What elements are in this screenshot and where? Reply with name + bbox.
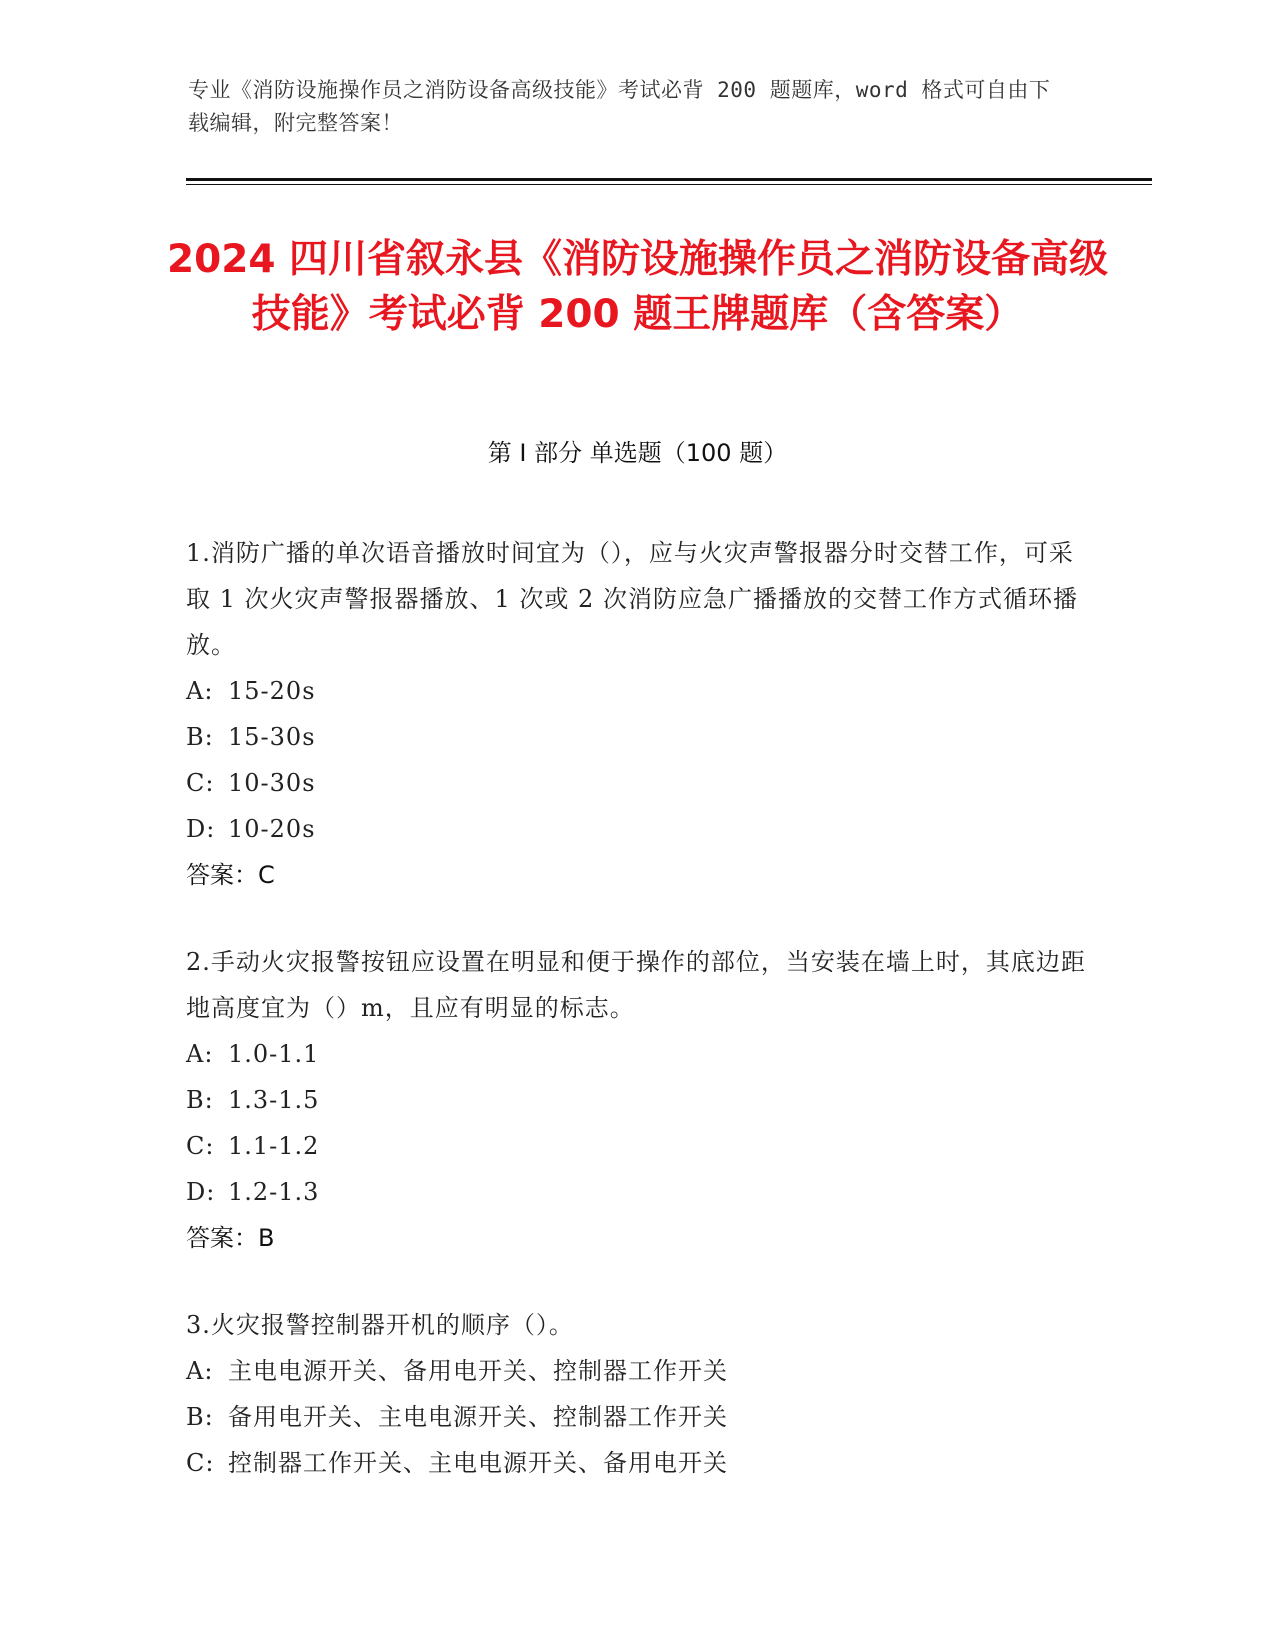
header-divider-thin (186, 184, 1152, 185)
question-2 (186, 939, 1086, 1261)
option-text: 1.3-1.5 (228, 1086, 320, 1114)
option-letter: B: (186, 723, 214, 751)
document-title: 2024 四川省叙永县《消防设施操作员之消防设备高级技能》考试必背 200 题王牌题库（含答案） (166, 237, 1109, 337)
option-text: 备用电开关、主电电源开关、控制器工作开关 (228, 1403, 728, 1431)
question-3 (186, 1302, 1086, 1486)
option-letter: D: (186, 815, 216, 843)
option-b (186, 1394, 1086, 1440)
section-heading: 第 I 部分 单选题（100 题） (487, 439, 788, 467)
option-text: 1.1-1.2 (228, 1132, 320, 1160)
option-text: 15-30s (228, 723, 316, 751)
option-a (186, 1348, 1086, 1394)
option-b (186, 714, 1086, 760)
option-letter: A: (186, 1357, 214, 1385)
option-d (186, 806, 1086, 852)
option-letter: B: (186, 1403, 214, 1431)
question-list (186, 530, 1086, 1527)
question-stem: 1.消防广播的单次语音播放时间宜为（），应与火灾声警报器分时交替工作，可采取 1 次火灾声警报器播放、1 次或 2 次消防应急广播播放的交替工作方式循环播放。 (186, 539, 1078, 659)
option-text: 15-20s (228, 677, 316, 705)
option-a (186, 1031, 1086, 1077)
option-letter: A: (186, 1040, 214, 1068)
option-c (186, 1123, 1086, 1169)
option-text: 主电电源开关、备用电开关、控制器工作开关 (228, 1357, 728, 1385)
option-letter: A: (186, 677, 214, 705)
option-text: 控制器工作开关、主电电源开关、备用电开关 (228, 1449, 728, 1477)
option-letter: C: (186, 769, 215, 797)
option-letter: B: (186, 1086, 214, 1114)
option-text: 1.0-1.1 (228, 1040, 320, 1068)
option-letter: C: (186, 1132, 215, 1160)
question-answer: 答案：B (186, 1224, 275, 1252)
question-stem: 2.手动火灾报警按钮应设置在明显和便于操作的部位，当安装在墙上时，其底边距地高度宜为（）m，且应有明显的标志。 (186, 948, 1086, 1022)
option-letter: D: (186, 1178, 216, 1206)
option-d (186, 1169, 1086, 1215)
header-note: 专业《消防设施操作员之消防设备高级技能》考试必背 200 题题库，word 格式可自由下载编辑，附完整答案！ (188, 78, 1051, 135)
question-answer: 答案：C (186, 861, 275, 889)
option-letter: C: (186, 1449, 215, 1477)
option-text: 10-30s (228, 769, 316, 797)
question-stem: 3.火灾报警控制器开机的顺序（）。 (186, 1311, 574, 1339)
header-divider-thick (186, 178, 1152, 181)
option-c (186, 1440, 1086, 1486)
option-c (186, 760, 1086, 806)
option-text: 1.2-1.3 (228, 1178, 320, 1206)
option-b (186, 1077, 1086, 1123)
option-text: 10-20s (228, 815, 316, 843)
question-1 (186, 530, 1086, 898)
option-a (186, 668, 1086, 714)
